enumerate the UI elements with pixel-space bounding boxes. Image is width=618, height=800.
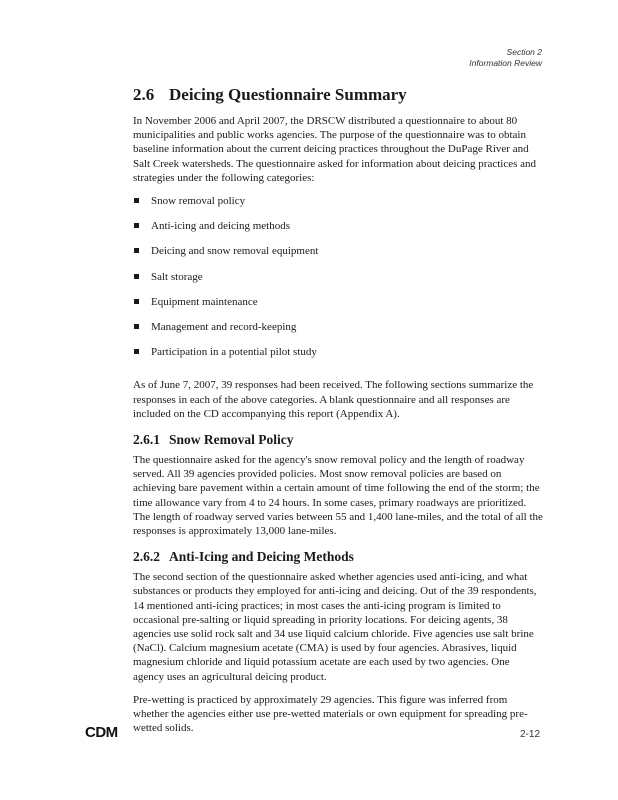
intro-paragraph: In November 2006 and April 2007, the DRSCW distributed a questionnaire to about 80 municipalities and public works agencies. The purpose of the questionnaire was to obtain baseline information about the current deicing practices throughout the DuPage River and Salt Creek watersheds. The questionnaire asked for information about deicing practices and strategies under the following categories: <box>133 115 536 184</box>
bullet-icon <box>134 299 139 304</box>
bullet-icon <box>134 223 139 228</box>
list-item: Management and record-keeping <box>133 320 543 345</box>
section-title: Deicing Questionnaire Summary <box>169 85 407 104</box>
section-number: 2.6 <box>133 85 155 104</box>
page-number: 2-12 <box>519 729 540 740</box>
running-header <box>469 47 542 69</box>
deicing-methods-paragraph: The second section of the questionnaire asked whether agencies used anti-icing, and what substances or products they employed for anti-icing and deicing. Out of the 39 respondents, 14 mentioned anti-icing practices; in most cases the anti-icing program is limited to occasional pre-salting or liquid spreading in priority locations. For deicing agents, 38 agencies use solid rock salt and 34 use liquid calcium chloride. Five agencies use salt brine (NaCl). Calcium magnesium acetate (CMA) is used by four agencies. Abrasives, liquid magnesium chloride and liquid potassium acetate are each used by two agencies. One agency uses an agricultural deicing product. <box>133 571 537 683</box>
summary-paragraph: As of June 7, 2007, 39 responses had been received. The following sections summarize the responses in each of the above categories. A blank questionnaire and all responses are included on the CD accompanying this report (Appendix A). <box>133 379 534 420</box>
section-heading-2-6-2 <box>133 547 543 567</box>
snow-removal-paragraph: The questionnaire asked for the agency's snow removal policy and the length of roadway served. All 39 agencies provided policies. Most snow removal policies are based on achieving bare pavement within a certain amount of time following the end of the storm; the time allowance vary from 4 to 24 hours. In some cases, primary roadways are prioritized. The length of roadway served varies between 55 and 1,400 lane-miles, and the total of all the responses is approximately 13,000 lane-miles. <box>133 453 543 537</box>
subsection-number: 2.6.2 <box>133 549 160 565</box>
header-subtitle: Information Review <box>469 58 542 68</box>
pre-wetting-paragraph: Pre-wetting is practiced by approximately 29 agencies. This figure was inferred from whether the agencies either use pre-wetted materials or own equipment for spreading pre-wetted solids. <box>133 693 528 735</box>
list-item: Salt storage <box>133 270 543 295</box>
list-item: Snow removal policy <box>133 194 543 219</box>
list-item: Anti-icing and deicing methods <box>133 219 543 244</box>
list-item: Deicing and snow removal equipment <box>133 244 543 269</box>
subsection-title: Snow Removal Policy <box>169 431 294 447</box>
bullet-icon <box>134 324 139 329</box>
cdm-logo: CDM <box>85 724 118 741</box>
list-item: Equipment maintenance <box>133 295 543 320</box>
subsection-title: Anti-Icing and Deicing Methods <box>169 549 354 565</box>
bullet-icon <box>134 274 139 279</box>
bullet-icon <box>134 349 139 354</box>
bullet-icon <box>134 198 139 203</box>
section-heading-2-6-1 <box>133 430 543 450</box>
header-section: Section 2 <box>506 47 542 57</box>
subsection-number: 2.6.1 <box>133 431 160 447</box>
document-body <box>133 84 543 744</box>
bullet-icon <box>134 248 139 253</box>
category-list <box>133 194 543 370</box>
section-heading-2-6 <box>133 84 543 106</box>
list-item: Participation in a potential pilot study <box>133 345 543 370</box>
